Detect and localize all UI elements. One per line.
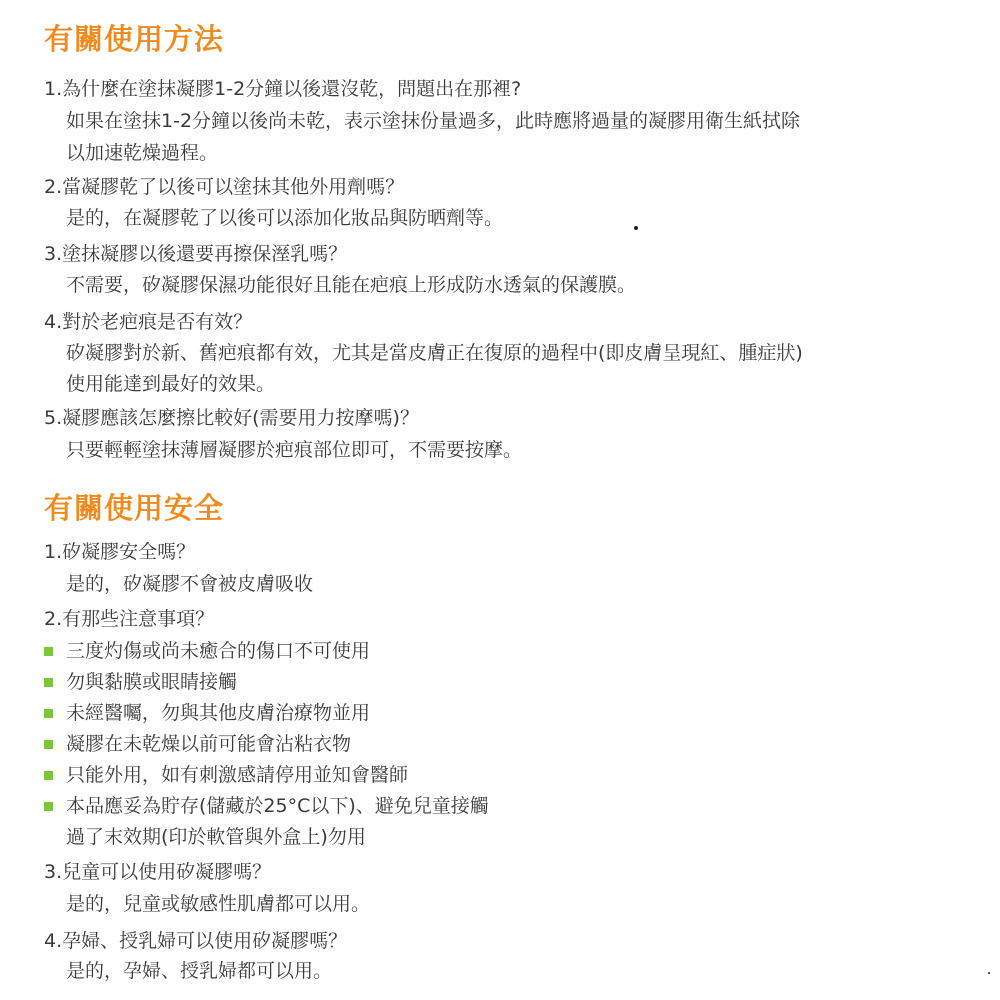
bullet-square-icon [44, 709, 53, 718]
usage-question-2: 2.當凝膠乾了以後可以塗抹其他外用劑嗎？ [44, 176, 405, 198]
usage-answer-4-line-2: 使用能達到最好的效果。 [66, 373, 276, 395]
usage-question-4: 4.對於老疤痕是否有效？ [44, 311, 253, 333]
bullet-square-icon [44, 802, 53, 811]
precaution-item [44, 668, 237, 696]
bullet-square-icon [44, 678, 53, 687]
precaution-text: 只能外用，如有刺激感請停用並知會醫師 [66, 764, 409, 786]
usage-answer-1-line-2: 以加速乾燥過程。 [66, 142, 219, 164]
safety-answer-4: 是的，孕婦、授乳婦都可以用。 [66, 960, 333, 982]
usage-answer-4-line-1: 矽凝膠對於新、舊疤痕都有效，尤其是當皮膚正在復原的過程中(即皮膚呈現紅、腫症狀) [66, 342, 803, 364]
bullet-square-icon [44, 740, 53, 749]
safety-answer-1: 是的，矽凝膠不會被皮膚吸收 [66, 573, 314, 595]
precaution-text: 未經醫囑，勿與其他皮膚治療物並用 [66, 702, 371, 724]
usage-question-3: 3.塗抹凝膠以後還要再擦保溼乳嗎？ [44, 243, 348, 265]
precaution-text: 本品應妥為貯存(儲藏於25°C以下)、避免兒童接觸 [66, 795, 489, 817]
precaution-text: 勿與黏膜或眼睛接觸 [66, 671, 238, 693]
scan-speck [634, 226, 638, 230]
precaution-item [44, 792, 489, 820]
usage-answer-3: 不需要，矽凝膠保濕功能很好且能在疤痕上形成防水透氣的保護膜。 [66, 274, 637, 296]
safety-question-1: 1.矽凝膠安全嗎？ [44, 541, 196, 563]
bullet-square-icon [44, 771, 53, 780]
bullet-square-icon [44, 647, 53, 656]
usage-section-title: 有關使用方法 [44, 22, 225, 56]
usage-answer-5: 只要輕輕塗抹薄層凝膠於疤痕部位即可，不需要按摩。 [66, 439, 523, 461]
usage-answer-2: 是的，在凝膠乾了以後可以添加化妝品與防晒劑等。 [66, 207, 504, 229]
precaution-item [44, 730, 351, 758]
safety-section-title: 有關使用安全 [44, 491, 225, 525]
usage-question-5: 5.凝膠應該怎麼擦比較好(需要用力按摩嗎)？ [44, 407, 419, 429]
safety-question-3: 3.兒童可以使用矽凝膠嗎？ [44, 861, 272, 883]
scan-speck [988, 972, 990, 974]
precaution-continuation: 過了末效期(印於軟管與外盒上)勿用 [66, 826, 366, 848]
safety-question-2: 2.有那些注意事項？ [44, 608, 215, 630]
precaution-item [44, 637, 370, 665]
safety-question-4: 4.孕婦、授乳婦可以使用矽凝膠嗎？ [44, 930, 348, 952]
safety-answer-3: 是的，兒童或敏感性肌膚都可以用。 [66, 893, 371, 915]
precaution-text: 三度灼傷或尚未癒合的傷口不可使用 [66, 640, 371, 662]
usage-answer-1-line-1: 如果在塗抹1-2分鐘以後尚未乾，表示塗抹份量過多，此時應將過量的凝膠用衛生紙拭除 [66, 110, 801, 132]
precaution-item [44, 761, 408, 789]
precaution-text: 凝膠在未乾燥以前可能會沾粘衣物 [66, 733, 352, 755]
usage-question-1: 1.為什麼在塗抹凝膠1-2分鐘以後還沒乾，問題出在那裡? [44, 78, 522, 100]
precaution-item [44, 699, 370, 727]
